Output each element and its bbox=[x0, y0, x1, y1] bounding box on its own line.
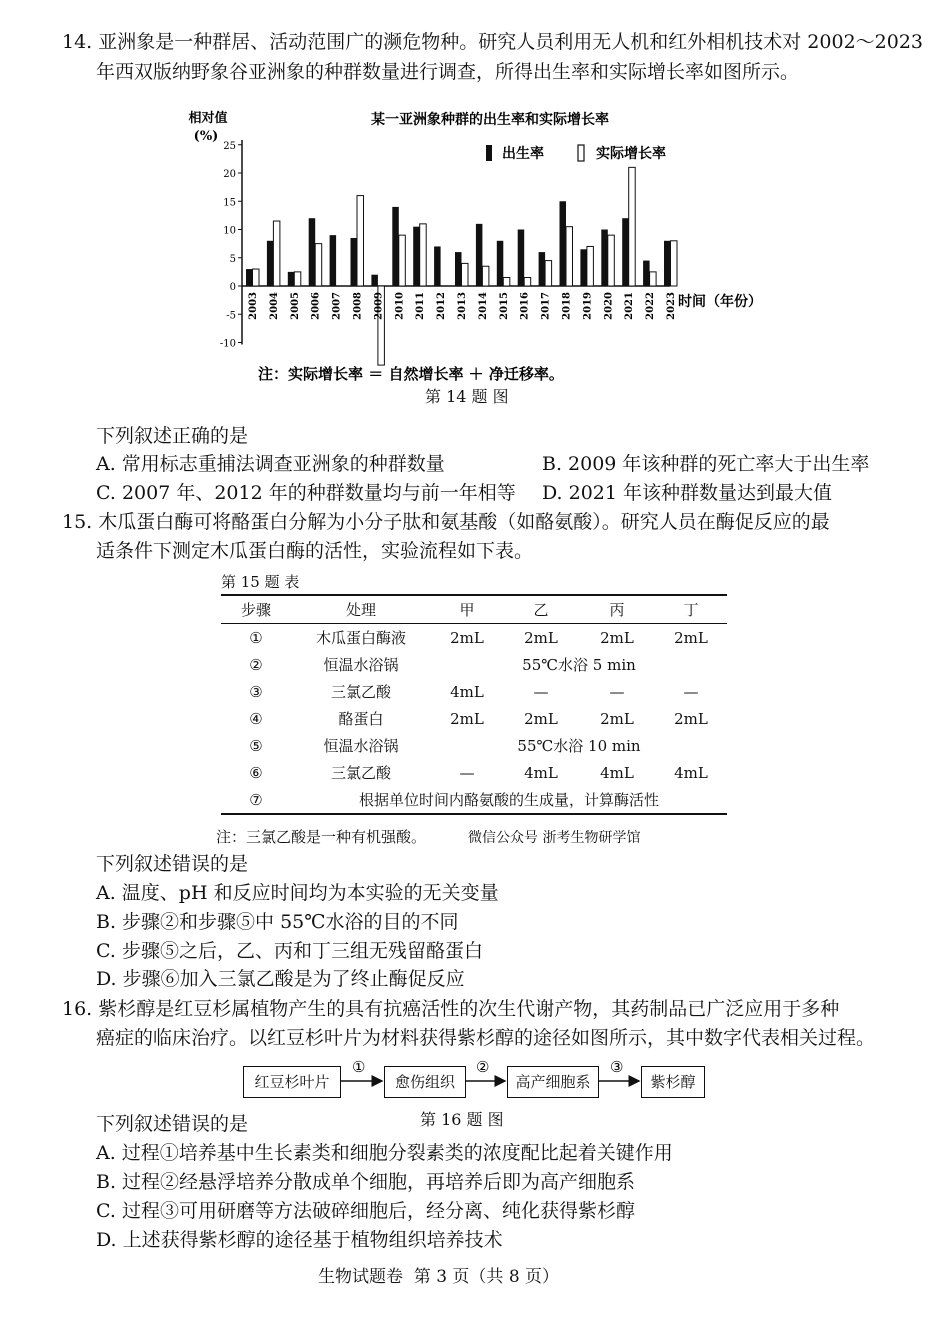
step-cell: ② bbox=[249, 655, 263, 674]
bar-birth-rate-2018 bbox=[560, 201, 567, 286]
bing-cell: 2mL bbox=[600, 709, 634, 728]
treatment-cell: 三氯乙酸 bbox=[330, 764, 391, 782]
bar-growth-rate-2019 bbox=[587, 246, 594, 286]
x-tick-label: 2015 bbox=[498, 292, 510, 320]
y-tick-label: 5 bbox=[229, 253, 236, 265]
bar-growth-rate-2021 bbox=[629, 167, 636, 286]
q15-table-note: 注：三氯乙酸是一种有机强酸。 bbox=[216, 828, 427, 846]
y-tick-label: 20 bbox=[223, 169, 236, 180]
q14-line1: 14. 亚洲象是一种群居、活动范围广的濒危物种。研究人员利用无人机和红外相机技术对 2002～2023 bbox=[62, 31, 924, 53]
x-tick-label: 2021 bbox=[624, 292, 636, 320]
bar-growth-rate-2004 bbox=[273, 221, 280, 286]
bar-birth-rate-2015 bbox=[497, 241, 504, 286]
bar-growth-rate-2020 bbox=[608, 235, 615, 286]
legend-label-birth: 出生率 bbox=[502, 146, 544, 162]
q15-table-caption: 第 15 题 表 bbox=[221, 573, 300, 591]
flow-box-taxol: 紫杉醇 bbox=[641, 1066, 705, 1098]
treatment-cell: 恒温水浴锅 bbox=[323, 737, 399, 755]
flow-box-leaf: 红豆杉叶片 bbox=[243, 1066, 341, 1098]
x-tick-label: 2011 bbox=[415, 292, 427, 320]
q16-figure-caption: 第 16 题 图 bbox=[420, 1110, 504, 1129]
y-tick-label: -5 bbox=[226, 310, 236, 322]
table-row bbox=[221, 624, 727, 652]
jia-cell: 2mL bbox=[450, 709, 484, 728]
x-tick-label: 2023 bbox=[666, 292, 677, 320]
x-tick-label: 2005 bbox=[289, 292, 301, 320]
ding-cell: 2mL bbox=[674, 628, 708, 647]
bar-growth-rate-2010 bbox=[399, 235, 406, 286]
bar-growth-rate-2005 bbox=[294, 272, 301, 286]
step-cell: ⑤ bbox=[249, 736, 263, 755]
merged-cell: 55℃水浴 10 min bbox=[517, 737, 641, 755]
bar-birth-rate-2017 bbox=[539, 252, 546, 286]
jia-cell: 4mL bbox=[450, 682, 484, 701]
x-tick-label: 2020 bbox=[603, 292, 615, 320]
treatment-cell: 木瓜蛋白酶液 bbox=[315, 629, 406, 647]
q16-option-d: D. 上述获得紫杉醇的途径基于植物组织培养技术 bbox=[96, 1229, 503, 1251]
bing-cell: 4mL bbox=[600, 763, 634, 782]
q15-option-a: A. 温度、pH 和反应时间均为本实验的无关变量 bbox=[96, 882, 499, 904]
x-tick-label: 2012 bbox=[436, 292, 448, 320]
chart-title: 某一亚洲象种群的出生率和实际增长率 bbox=[371, 112, 609, 128]
q14-option-c: C. 2007 年、2012 年的种群数量均与前一年相等 bbox=[96, 482, 516, 504]
bar-birth-rate-2009 bbox=[371, 275, 378, 286]
treatment-cell: 酪蛋白 bbox=[338, 710, 384, 728]
bar-birth-rate-2020 bbox=[601, 230, 608, 287]
bar-growth-rate-2006 bbox=[315, 244, 322, 286]
bar-growth-rate-2017 bbox=[545, 261, 552, 286]
bar-birth-rate-2012 bbox=[434, 246, 441, 286]
step-cell: ⑥ bbox=[249, 763, 263, 782]
y-tick-label: 25 bbox=[223, 140, 236, 152]
x-tick-label: 2013 bbox=[457, 292, 468, 320]
q15-option-b: B. 步骤②和步骤⑤中 55℃水浴的目的不同 bbox=[96, 911, 459, 933]
x-tick-label: 2018 bbox=[561, 292, 573, 320]
bar-birth-rate-2019 bbox=[580, 249, 587, 286]
ding-cell: — bbox=[683, 682, 699, 701]
bar-birth-rate-2022 bbox=[643, 261, 650, 286]
step-cell: ⑦ bbox=[249, 790, 263, 809]
bar-birth-rate-2007 bbox=[330, 235, 337, 286]
watermark: 微信公众号 浙考生物研学馆 bbox=[468, 830, 641, 846]
x-tick-label: 2010 bbox=[394, 292, 406, 320]
q14-option-d: D. 2021 年该种群数量达到最大值 bbox=[542, 482, 833, 504]
bing-cell: — bbox=[609, 682, 625, 701]
table-header-row bbox=[221, 595, 727, 624]
yi-cell: 2mL bbox=[524, 628, 558, 647]
page-footer: 生物试题卷 第 3 页（共 8 页） bbox=[318, 1267, 560, 1287]
x-tick-label: 2017 bbox=[540, 292, 552, 320]
q16-option-a: A. 过程①培养基中生长素类和细胞分裂素类的浓度配比起着关键作用 bbox=[96, 1142, 673, 1164]
x-tick-label: 2019 bbox=[582, 292, 594, 320]
x-tick-label: 2016 bbox=[519, 292, 531, 320]
x-tick-label: 2014 bbox=[477, 292, 489, 320]
y-tick-label: 0 bbox=[229, 282, 236, 293]
bing-cell: 2mL bbox=[600, 628, 634, 647]
q16-option-c: C. 过程③可用研磨等方法破碎细胞后，经分离、纯化获得紫杉醇 bbox=[96, 1200, 635, 1222]
q16-option-b: B. 过程②经悬浮培养分散成单个细胞，再培养后即为高产细胞系 bbox=[96, 1171, 636, 1193]
flow-box-cell-line: 高产细胞系 bbox=[507, 1066, 599, 1098]
q14-option-a: A. 常用标志重捕法调查亚洲象的种群数量 bbox=[96, 453, 445, 475]
bar-birth-rate-2014 bbox=[476, 224, 483, 286]
q15-line2: 适条件下测定木瓜蛋白酶的活性，实验流程如下表。 bbox=[96, 540, 534, 562]
bar-birth-rate-2013 bbox=[455, 252, 462, 286]
q14-line2: 年西双版纳野象谷亚洲象的种群数量进行调查，所得出生率和实际增长率如图所示。 bbox=[96, 61, 800, 83]
q14-option-b: B. 2009 年该种群的死亡率大于出生率 bbox=[542, 453, 870, 475]
legend-label-growth: 实际增长率 bbox=[596, 146, 666, 162]
q15-stem: 下列叙述错误的是 bbox=[96, 853, 249, 875]
header-treatment: 处理 bbox=[345, 601, 376, 619]
bar-growth-rate-2016 bbox=[524, 278, 531, 286]
y-tick-label: -10 bbox=[219, 338, 236, 350]
y-axis-unit: (%) bbox=[193, 129, 219, 144]
header-ding: 丁 bbox=[683, 601, 699, 619]
bar-growth-rate-2018 bbox=[566, 227, 573, 286]
jia-cell: — bbox=[459, 763, 475, 782]
bar-birth-rate-2016 bbox=[518, 230, 525, 287]
merged-cell: 55℃水浴 5 min bbox=[522, 656, 636, 674]
bar-birth-rate-2005 bbox=[288, 272, 295, 286]
ding-cell: 2mL bbox=[674, 709, 708, 728]
step-cell: ③ bbox=[249, 682, 263, 701]
treatment-cell: 恒温水浴锅 bbox=[323, 656, 399, 674]
bar-birth-rate-2010 bbox=[392, 207, 399, 286]
bar-birth-rate-2008 bbox=[351, 238, 358, 286]
experiment-table bbox=[221, 594, 727, 815]
ding-cell: 4mL bbox=[674, 763, 708, 782]
q15-option-c: C. 步骤⑤之后，乙、丙和丁三组无残留酪蛋白 bbox=[96, 940, 483, 962]
bar-growth-rate-2022 bbox=[650, 272, 657, 286]
q14-figure-caption: 第 14 题 图 bbox=[425, 387, 509, 406]
table-row bbox=[221, 678, 727, 705]
treatment-cell: 三氯乙酸 bbox=[330, 683, 391, 701]
header-step: 步骤 bbox=[240, 601, 271, 619]
y-axis-label: 相对值 bbox=[188, 111, 228, 126]
header-bing: 丙 bbox=[609, 601, 625, 619]
bar-birth-rate-2021 bbox=[622, 218, 629, 286]
y-tick-label: 15 bbox=[223, 197, 236, 209]
header-yi: 乙 bbox=[533, 601, 549, 619]
x-tick-label: 2009 bbox=[373, 292, 385, 320]
x-tick-label: 2006 bbox=[310, 292, 322, 320]
bar-growth-rate-2008 bbox=[357, 196, 364, 286]
table-row bbox=[221, 759, 727, 786]
step-label-2: ② bbox=[476, 1058, 490, 1076]
legend-swatch-birth bbox=[486, 145, 492, 161]
yi-cell: 4mL bbox=[524, 763, 558, 782]
bar-growth-rate-2013 bbox=[462, 263, 469, 286]
x-tick-label: 2007 bbox=[331, 292, 343, 320]
bar-growth-rate-2023 bbox=[671, 241, 678, 286]
bar-birth-rate-2011 bbox=[413, 227, 420, 286]
header-jia: 甲 bbox=[459, 601, 475, 619]
flow-arrows bbox=[0, 1050, 950, 1100]
q16-line1: 16. 紫杉醇是红豆杉属植物产生的具有抗癌活性的次生代谢产物，其药制品已广泛应用于多种 bbox=[62, 998, 840, 1020]
chart-note: 注：实际增长率 ＝ 自然增长率 ＋ 净迁移率。 bbox=[258, 365, 564, 383]
x-tick-label: 2008 bbox=[352, 292, 364, 320]
legend-swatch-growth bbox=[578, 145, 584, 161]
bar-growth-rate-2015 bbox=[503, 278, 510, 286]
bar-birth-rate-2006 bbox=[309, 218, 316, 286]
table-row bbox=[221, 732, 727, 759]
bar-birth-rate-2004 bbox=[267, 241, 274, 286]
table-row bbox=[221, 705, 727, 732]
bar-growth-rate-2014 bbox=[482, 266, 489, 286]
q15-line1: 15. 木瓜蛋白酶可将酪蛋白分解为小分子肽和氨基酸（如酪氨酸）。研究人员在酶促反应的最 bbox=[62, 511, 830, 533]
table-row bbox=[221, 651, 727, 678]
step-cell: ④ bbox=[249, 709, 263, 728]
bar-birth-rate-2023 bbox=[664, 241, 671, 286]
q14-stem: 下列叙述正确的是 bbox=[96, 425, 249, 447]
merged-cell: 根据单位时间内酪氨酸的生成量，计算酶活性 bbox=[358, 791, 659, 809]
bar-birth-rate-2003 bbox=[246, 269, 253, 286]
y-tick-label: 10 bbox=[223, 225, 236, 237]
yi-cell: — bbox=[533, 682, 549, 701]
x-axis-label: 时间（年份） bbox=[678, 294, 762, 310]
jia-cell: 2mL bbox=[450, 628, 484, 647]
x-tick-label: 2022 bbox=[645, 291, 657, 320]
step-label-1: ① bbox=[352, 1058, 366, 1076]
yi-cell: 2mL bbox=[524, 709, 558, 728]
bar-growth-rate-2011 bbox=[420, 224, 427, 286]
birth-growth-chart bbox=[150, 100, 790, 390]
q15-option-d: D. 步骤⑥加入三氯乙酸是为了终止酶促反应 bbox=[96, 968, 465, 990]
q16-stem: 下列叙述错误的是 bbox=[96, 1113, 249, 1135]
bar-growth-rate-2003 bbox=[253, 269, 260, 286]
x-tick-label: 2004 bbox=[268, 292, 280, 320]
q16-line2: 癌症的临床治疗。以红豆杉叶片为材料获得紫杉醇的途径如图所示，其中数字代表相关过程。 bbox=[96, 1027, 876, 1049]
step-cell: ① bbox=[249, 628, 263, 647]
flow-box-callus: 愈伤组织 bbox=[384, 1066, 466, 1098]
x-tick-label: 2003 bbox=[248, 292, 259, 320]
step-label-3: ③ bbox=[610, 1058, 624, 1076]
table-row bbox=[221, 786, 727, 814]
